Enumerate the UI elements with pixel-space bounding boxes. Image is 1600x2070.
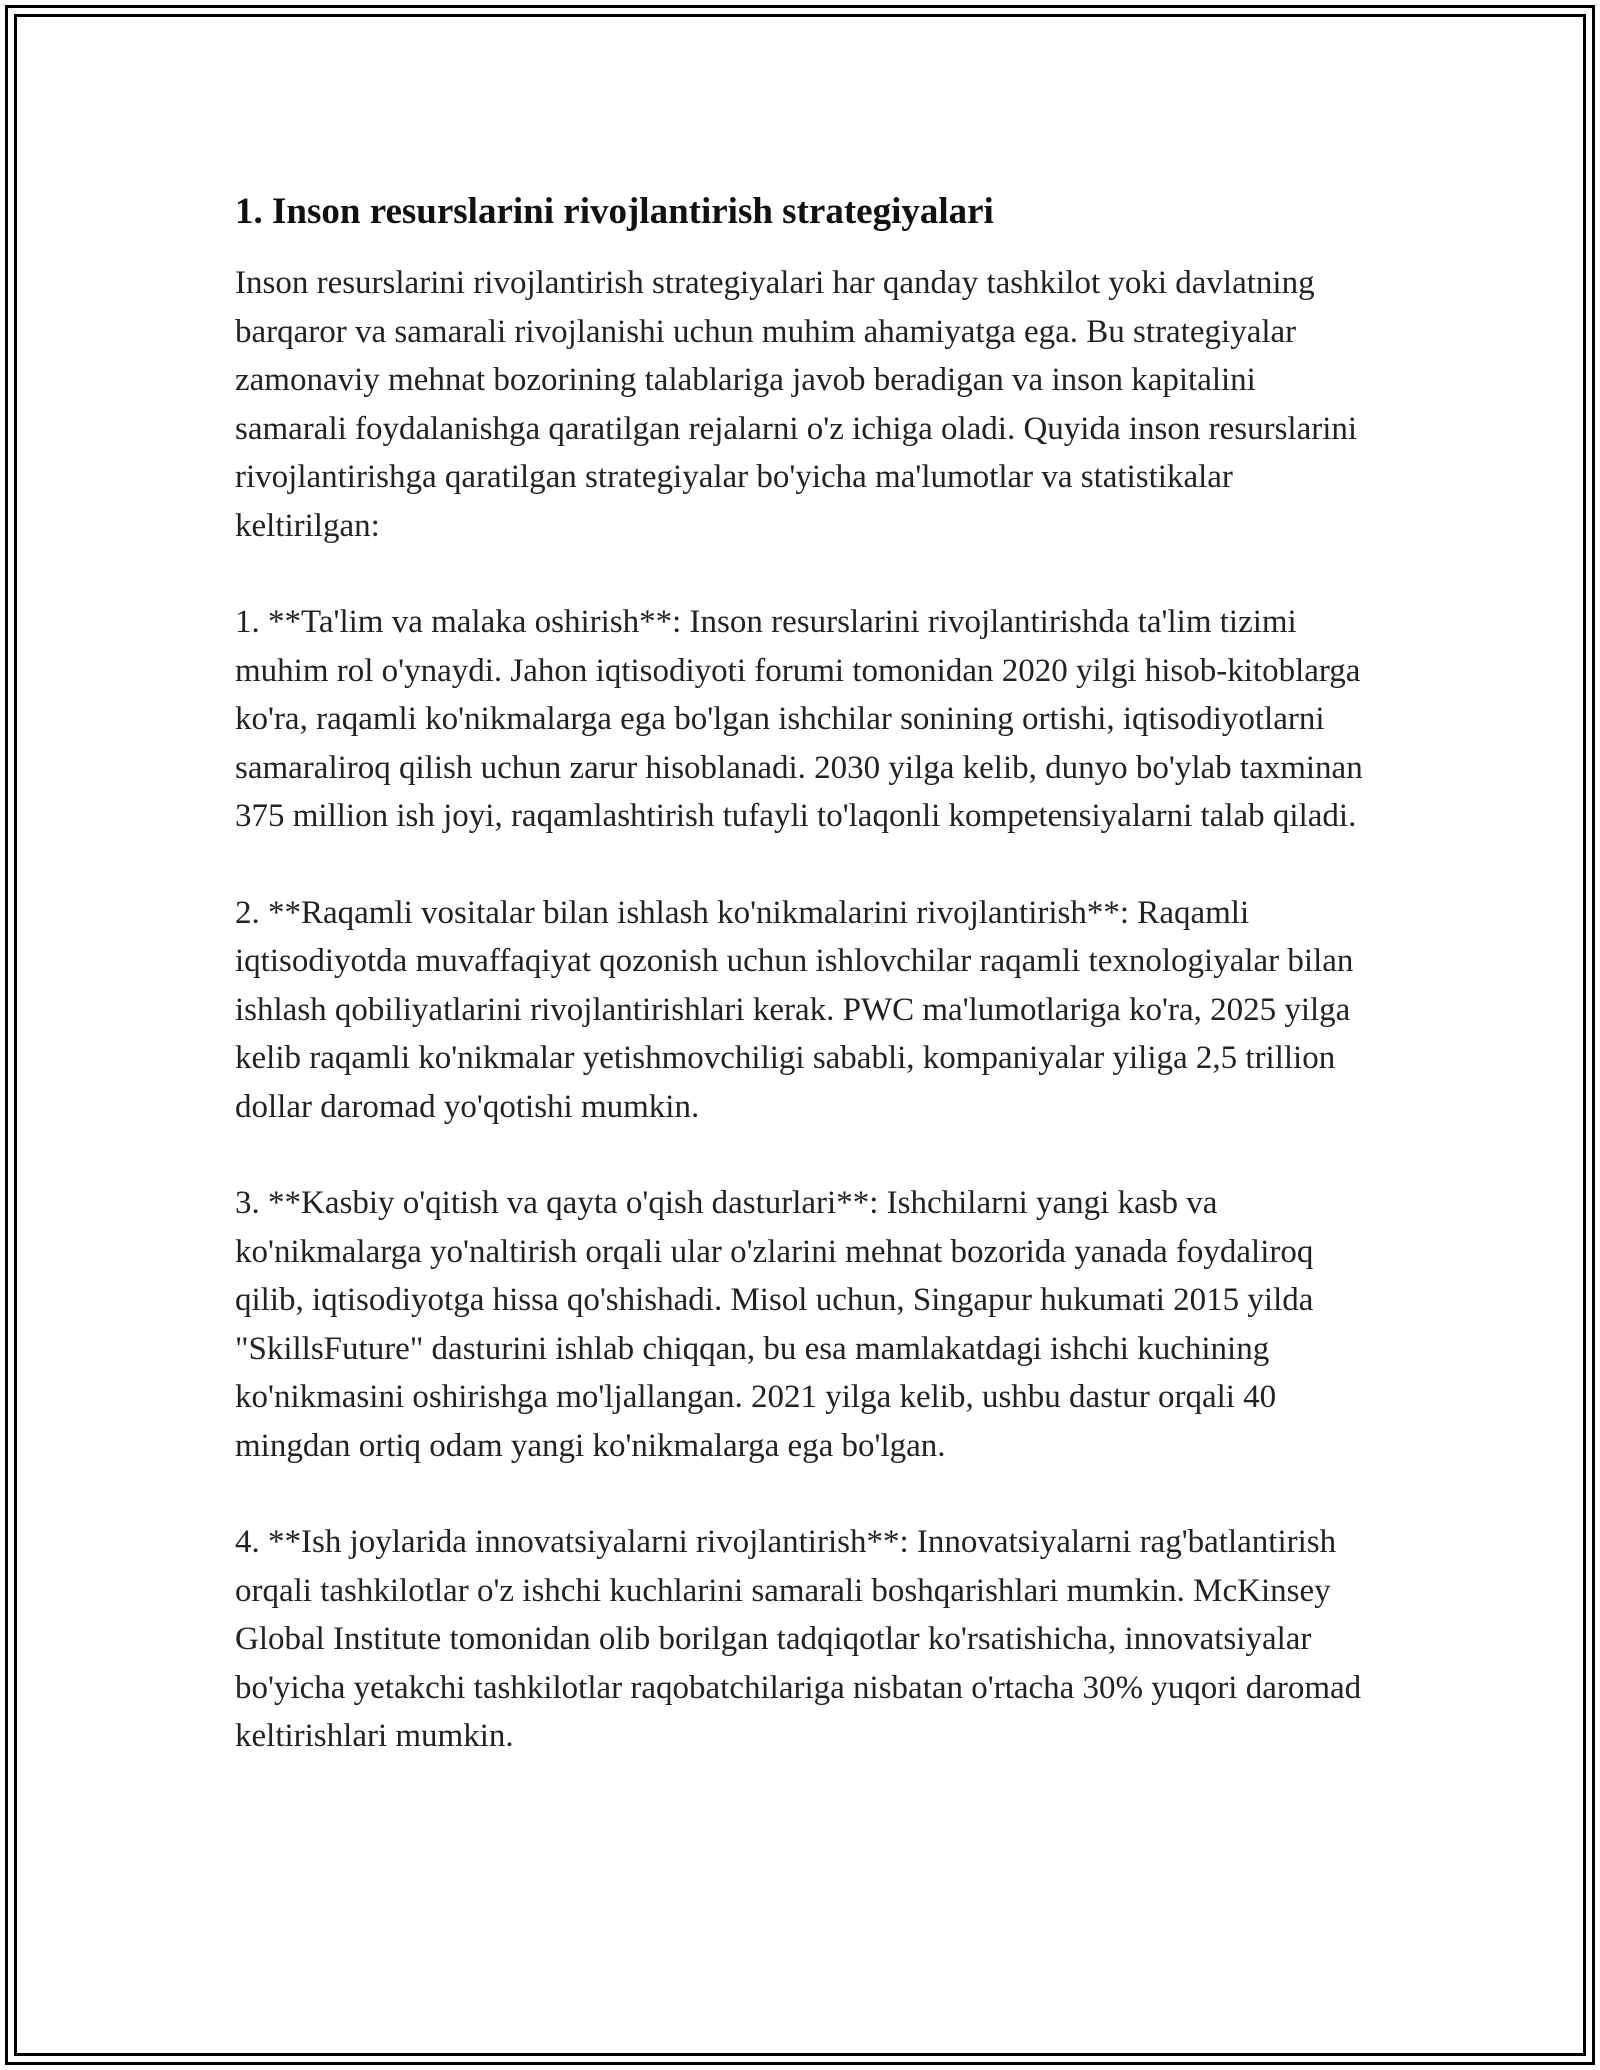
section-heading: 1. Inson resurslarini rivojlantirish strategiyalari [235,191,994,232]
paragraph-digital-skills: 2. **Raqamli vositalar bilan ishlash ko'nikmalarini rivojlantirish**: Raqamli iqtisodiyotda muvaffaqiyat qozonish uchun ishlovchilar raqamli texnologiyalar bilan ishlash qobiliyatlarini rivojlantirishlari kerak. PWC ma'lumotlariga ko'ra, 2025 yilga kelib raqamli ko'nikmalar yetishmovchiligi sababli, kompaniyalar yiliga 2,5 trillion dollar daromad yo'qotishi mumkin. [235,894,1354,1125]
intro-paragraph: Inson resurslarini rivojlantirish strategiyalari har qanday tashkilot yoki davlatning barqaror va samarali rivojlanishi uchun muhim ahamiyatga ega. Bu strategiyalar zamonaviy mehnat bozorining talablariga javob beradigan va inson kapitalini samarali foydalanishga qaratilgan rejalarni o'z ichiga oladi. Quyida inson resurslarini rivojlantirishga qaratilgan strategiyalar bo'yicha ma'lumotlar va statistikalar keltirilgan: [235,265,1358,544]
document-body [235,185,1375,1809]
paragraph-vocational-training: 3. **Kasbiy o'qitish va qayta o'qish dasturlari**: Ishchilarni yangi kasb va ko'nikmalarga yo'naltirish orqali ular o'zlarini mehnat bozorida yanada foydaliroq qilib, iqtisodiyotga hissa qo'shishadi. Misol uchun, Singapur hukumati 2015 yilda "SkillsFuture" dasturini ishlab chiqqan, bu esa mamlakatdagi ishchi kuchining ko'nikmasini oshirishga mo'ljallangan. 2021 yilga kelib, ushbu dastur orqali 40 mingdan ortiq odam yangi ko'nikmalarga ega bo'lgan. [235,1185,1314,1464]
paragraph-workplace-innovation: 4. **Ish joylarida innovatsiyalarni rivojlantirish**: Innovatsiyalarni rag'batlantirish orqali tashkilotlar o'z ishchi kuchlarini samarali boshqarishlari mumkin. McKinsey Global Institute tomonidan olib borilgan tadqiqotlar ko'rsatishicha, innovatsiyalar bo'yicha yetakchi tashkilotlar raqobatchilariga nisbatan o'rtacha 30% yuqori daromad keltirishlari mumkin. [235,1524,1362,1754]
paragraph-education: 1. **Ta'lim va malaka oshirish**: Inson resurslarini rivojlantirishda ta'lim tizimi muhim rol o'ynaydi. Jahon iqtisodiyoti forumi tomonidan 2020 yilgi hisob-kitoblarga ko'ra, raqamli ko'nikmalarga ega bo'lgan ishchilar sonining ortishi, iqtisodiyotlarni samaraliroq qilish uchun zarur hisoblanadi. 2030 yilga kelib, dunyo bo'ylab taxminan 375 million ish joyi, raqamlashtirish tufayli to'laqonli kompetensiyalarni talab qiladi. [235,604,1363,834]
